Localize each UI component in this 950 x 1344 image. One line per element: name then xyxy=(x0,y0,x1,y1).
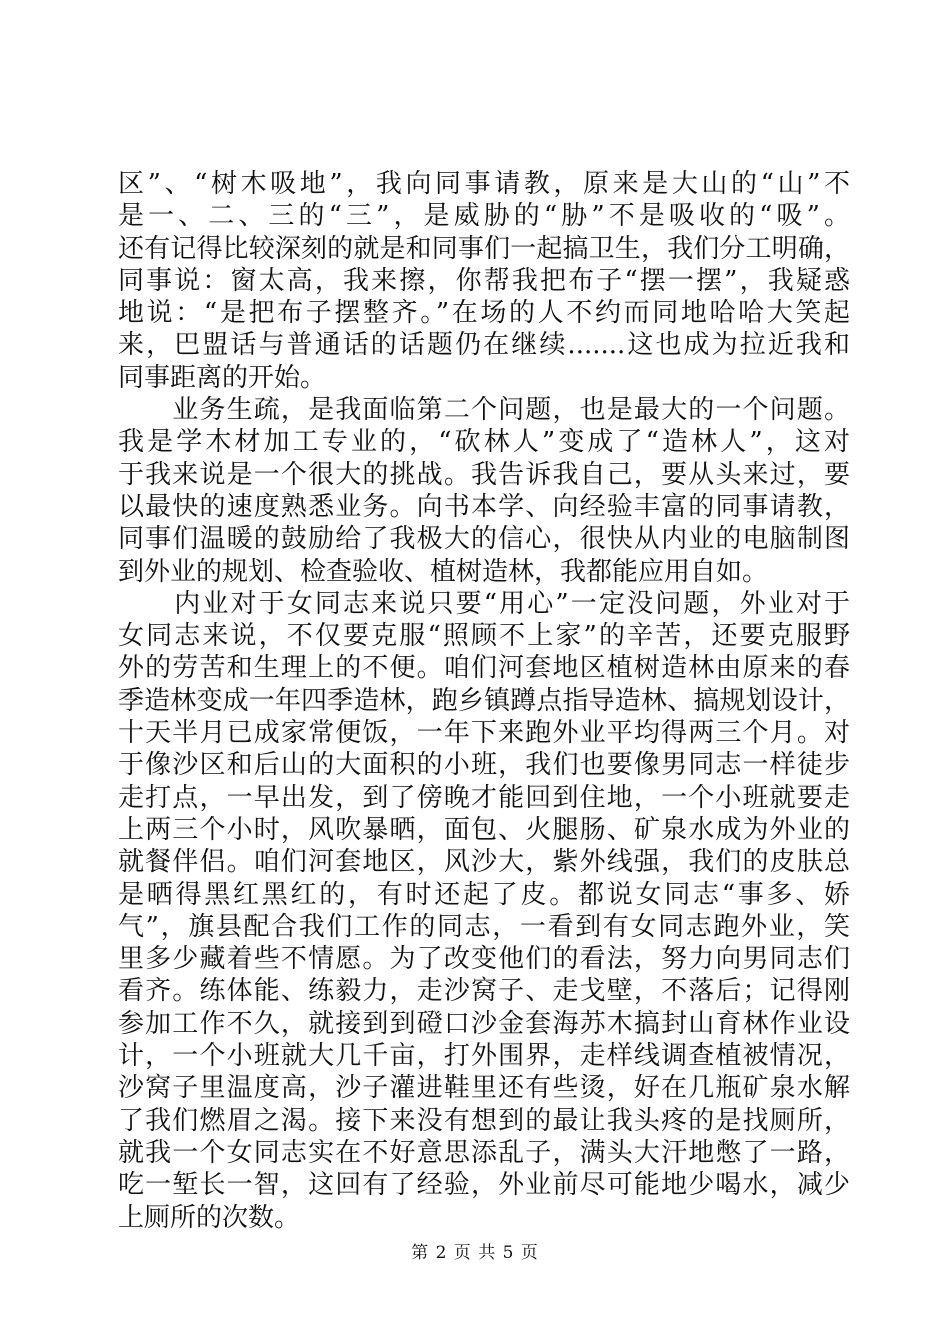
text-line: 同事们温暖的鼓励给了我极大的信心，很快从内业的电脑制图 xyxy=(118,524,850,555)
text-line: 就餐伴侣。咱们河套地区，风沙大，紫外线强，我们的皮肤总 xyxy=(118,847,850,878)
text-line: 外的劳苦和生理上的不便。咱们河套地区植树造林由原来的春 xyxy=(118,653,850,684)
text-line: 计，一个小班就大几千亩，打外围界，走样线调查植被情况， xyxy=(118,1041,850,1072)
text-line: 女同志来说，不仅要克服“照顾不上家”的辛苦，还要克服野 xyxy=(118,621,850,652)
text-line: 地说：“是把布子摆整齐。”在场的人不约而同地哈哈大笑起 xyxy=(118,298,850,329)
text-line: 于我来说是一个很大的挑战。我告诉我自己，要从头来过，要 xyxy=(118,459,850,490)
text-line: 走打点，一早出发，到了傍晚才能回到住地，一个小班就要走 xyxy=(118,782,850,813)
text-line: 季造林变成一年四季造林，跑乡镇蹲点指导造林、搞规划设计， xyxy=(118,685,850,716)
text-line: 十天半月已成家常便饭，一年下来跑外业平均得两三个月。对 xyxy=(118,718,850,749)
text-line: 同事距离的开始。 xyxy=(118,362,327,393)
text-line: 就我一个女同志实在不好意思添乱子，满头大汗地憋了一路， xyxy=(118,1137,850,1168)
text-line: 同事说：窗太高，我来擦，你帮我把布子“摆一摆”，我疑惑 xyxy=(118,265,850,296)
text-line: 是晒得黑红黑红的，有时还起了皮。都说女同志“事多、娇 xyxy=(118,879,850,910)
text-line: 是一、二、三的“三”，是威胁的“胁”不是吸收的“吸”。 xyxy=(118,201,850,232)
body-text xyxy=(118,168,850,1234)
text-line: 里多少藏着些不情愿。为了改变他们的看法，努力向男同志们 xyxy=(118,944,850,975)
text-line: 到外业的规划、检查验收、植树造林，我都能应用自如。 xyxy=(118,556,769,587)
text-line: 区”、“树木吸地”，我向同事请教，原来是大山的“山”不 xyxy=(118,169,850,199)
text-line: 于像沙区和后山的大面积的小班，我们也要像男同志一样徒步 xyxy=(118,750,850,781)
text-line: 业务生疏，是我面临第二个问题，也是最大的一个问题。 xyxy=(118,395,850,426)
text-line: 上厕所的次数。 xyxy=(118,1202,301,1233)
text-line: 了我们燃眉之渴。接下来没有想到的最让我头疼的是找厕所， xyxy=(118,1105,850,1136)
text-line: 看齐。练体能、练毅力，走沙窝子、走戈壁，不落后；记得刚 xyxy=(118,976,850,1007)
text-line: 气”，旗县配合我们工作的同志，一看到有女同志跑外业，笑 xyxy=(118,911,850,942)
text-line: 我是学木材加工专业的，“砍林人”变成了“造林人”，这对 xyxy=(118,427,850,458)
text-line: 来，巴盟话与普通话的话题仍在继续.......这也成为拉近我和 xyxy=(118,330,850,361)
text-line: 内业对于女同志来说只要“用心”一定没问题，外业对于 xyxy=(118,588,850,619)
text-line: 还有记得比较深刻的就是和同事们一起搞卫生，我们分工明确， xyxy=(118,233,850,264)
text-line: 参加工作不久，就接到到磴口沙金套海苏木搞封山育林作业设 xyxy=(118,1008,850,1039)
text-line: 吃一堑长一智，这回有了经验，外业前尽可能地少喝水，减少 xyxy=(118,1170,850,1201)
text-line: 沙窝子里温度高，沙子灌进鞋里还有些烫，好在几瓶矿泉水解 xyxy=(118,1073,850,1104)
page-footer: 第 2 页 共 5 页 xyxy=(411,1243,539,1263)
text-line: 以最快的速度熟悉业务。向书本学、向经验丰富的同事请教， xyxy=(118,491,850,522)
text-line: 上两三个小时，风吹暴晒，面包、火腿肠、矿泉水成为外业的 xyxy=(118,814,850,845)
